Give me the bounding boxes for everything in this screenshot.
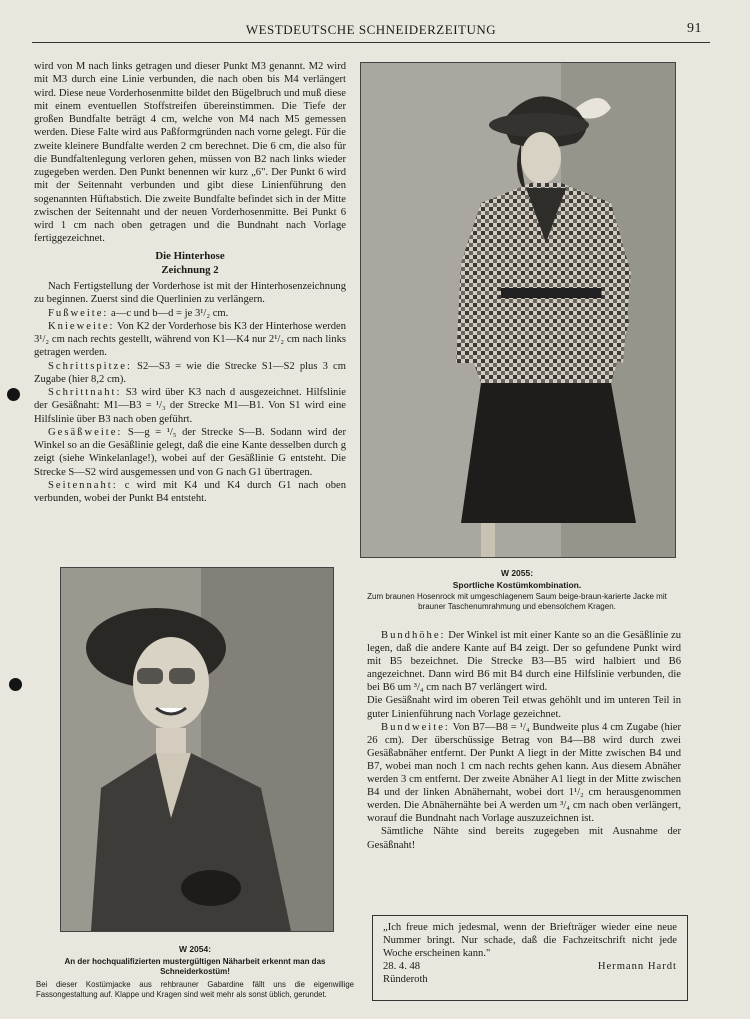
term-label: Bundweite: <box>381 721 450 733</box>
paragraph: Nach Fertigstellung der Vorderhose ist mit der Hinterhosenzeichnung zu beginnen. Zuerst sind die Querlinien zu verlängern. <box>34 281 346 306</box>
term-text: S—g = ¹/₅ der Strecke S—B. Sodann wird der Winkel so an die Gesäßlinie gelegt, daß die eine Kante desselben durch g zeigt (siehe Winkelanlage!), wobei auf der Gesäßlinie G entsteht. Die Strecke S—S2 wird ausgemessen und von G nach G1 übertragen. <box>34 426 346 478</box>
term-label: Knieweite: <box>48 320 115 332</box>
reader-letter-box <box>372 915 688 1001</box>
term-label: Schrittspitze: <box>48 360 132 372</box>
term-label: Seitennaht: <box>48 479 118 491</box>
paragraph: wird von M nach links getragen und dieser Punkt M3 genannt. M2 wird mit M3 durch eine Linie verbunden, die nach oben bis M4 verlängert wird. Diese neue Vorderhosenmitte bildet den Bügelbruch und muß diese mit einem eventuellen Stoffstreifen übereinstimmen. Die Tiefe der großen Bundfalte beträgt 4 cm, welche von M4 nach M5 gemessen werden. Diese Falte wird aus Paßformgründen nach vorne gelegt. Für die zweite kleinere Bundfalte werden 2 cm berechnet. Die 6 cm, die also für die Bundfaltenlegung verloren gehen, müssen von B2 nach links wieder zugegeben werden. Den Punkt benennen wir kurz „6". Der Punkt 6 wird mit der Seitennaht verbunden und gibt diese Linienführung den sogenannten Hüftabstich. Die zweite Bundfalte befindet sich in der Mitte zwischen der Seitennaht und der neuen Vorderhosenmitte. Bei Punkt 6 wird 1 cm nach oben getragen und die Bundnaht nach Vorlage fertiggezeichnet. <box>34 61 346 245</box>
caption-code: W 2055: <box>500 568 534 578</box>
paragraph <box>34 426 346 479</box>
term-text: c wird mit K4 und K4 durch G1 nach oben verbunden, wobei der Punkt B4 entsteht. <box>34 479 346 504</box>
paragraph <box>34 320 346 360</box>
paragraph <box>34 360 346 387</box>
term-text: Der Winkel ist mit einer Kante so an die Gesäßlinie zu legen, daß die andere Kante auf B4 zeigt. Der so gefundene Punkt wird mit B5 bezeichnet. Die Strecke B3—B5 wird halbiert und B6 angezeichnet. Dann wird B6 mit B4 durch eine Hilfslinie verbunden, die bei B6 um ³/₄ cm nach B7 verlängert wird. <box>367 630 681 694</box>
term-label: Bundhöhe: <box>381 630 446 641</box>
letter-quote: „Ich freue mich jedesmal, wenn der Briefträger wieder eine neue Nummer bringt. Nur schade, daß die Fachzeitschrift nicht jede Woche erscheinen kann." <box>383 922 677 959</box>
term-label: Schrittnaht: <box>48 387 122 398</box>
punch-hole <box>9 678 22 691</box>
caption-body: Zum braunen Hosenrock mit umgeschlagenem Saum beige-braun-karierte Jacke mit brauner Taschenumrahmung und ebensolchem Kragen. <box>367 592 667 611</box>
paragraph <box>367 629 681 694</box>
term-text: S2—S3 = wie die Strecke S1—S2 plus 3 cm Zugabe (hier 8,2 cm). <box>34 360 346 385</box>
page-header <box>32 20 710 43</box>
caption-left-photo <box>36 944 354 1000</box>
caption-right-photo <box>360 568 674 612</box>
letter-signature-row <box>383 960 677 973</box>
term-text: a—c und b—d = je 3¹/₂ cm. <box>108 307 229 319</box>
paragraph: Sämtliche Nähte sind bereits zugegeben mit Ausnahme der Gesäßnaht! <box>367 826 681 851</box>
paragraph: Die Gesäßnaht wird im oberen Teil etwas gehöhlt und im unteren Teil in guter Linienführung nach Vorlage gezeichnet. <box>367 695 681 720</box>
publication-title: WESTDEUTSCHE SCHNEIDERZEITUNG <box>245 22 497 37</box>
woman-checked-jacket-icon <box>361 63 675 557</box>
term-label: Fußweite: <box>48 307 109 319</box>
letter-author: Hermann Hardt <box>597 961 677 972</box>
term-label: Gesäßweite: <box>48 426 123 438</box>
photo-woman-checked-jacket <box>360 62 676 558</box>
caption-code: W 2054: <box>178 944 212 954</box>
caption-heading: Sportliche Kostümkombination. <box>452 580 582 590</box>
caption-heading: An der hochqualifizierten mustergültigen Näharbeit erkennt man das Schneiderkostüm! <box>64 957 326 976</box>
paragraph <box>34 386 346 426</box>
woman-sunglasses-icon <box>61 568 333 931</box>
letter-place: Ründeroth <box>383 974 428 985</box>
right-column-text <box>367 629 681 852</box>
section-subheading: Zeichnung 2 <box>161 263 219 276</box>
page-number: 91 <box>687 21 702 36</box>
left-column-text <box>34 60 346 505</box>
paragraph <box>34 307 346 320</box>
photo-woman-sunglasses <box>60 567 334 932</box>
term-text: Von B7—B8 = ¹/₄ Bundweite plus 4 cm Zugabe (hier 26 cm). Der überschüssige Betrag von B4—B8 wird durch zwei Gesäßabnäher entfernt. Der Punkt A liegt in der Mitte zwischen B4 und B7, wobei man noch 1 cm nach rechts gehen kann. Aus diesem Abnäher werden 3 cm entfernt. Der zweite Abnäher A1 liegt in der Mitte zwischen B4 und der linken Abnähernaht, wobei dort 1¹/₂ cm herausgenommen werden. Die Abnähernähte bei A werden um ³/₄ cm nach oben verlängert, worauf die Bundnaht nach Vorlage auszuzeichnen ist. <box>367 721 681 825</box>
letter-date: 28. 4. 48 <box>383 961 421 972</box>
paragraph <box>34 479 346 506</box>
term-text: Von K2 der Vorderhose bis K3 der Hinterhose werden 3¹/₂ cm nach rechts gestellt, während von K1—K4 nur 2¹/₂ cm nach links getragen werden. <box>34 320 346 359</box>
punch-hole <box>7 388 20 401</box>
caption-body: Bei dieser Kostümjacke aus rehbrauner Gabardine fällt uns die eigenwillige Fassongestaltung auf. Klappe und Kragen sind weit mehr als sonst üblich, gerundet. <box>36 980 354 999</box>
paragraph <box>367 721 681 826</box>
section-heading: Die Hinterhose <box>155 249 225 262</box>
term-text: S3 wird über K3 nach d ausgezeichnet. Hilfslinie der Gesäßnaht: M1—B3 = ¹/₃ der Strecke M1—B1. Von S1 wird eine Hilfslinie über B3 nach oben geführt. <box>34 387 346 425</box>
